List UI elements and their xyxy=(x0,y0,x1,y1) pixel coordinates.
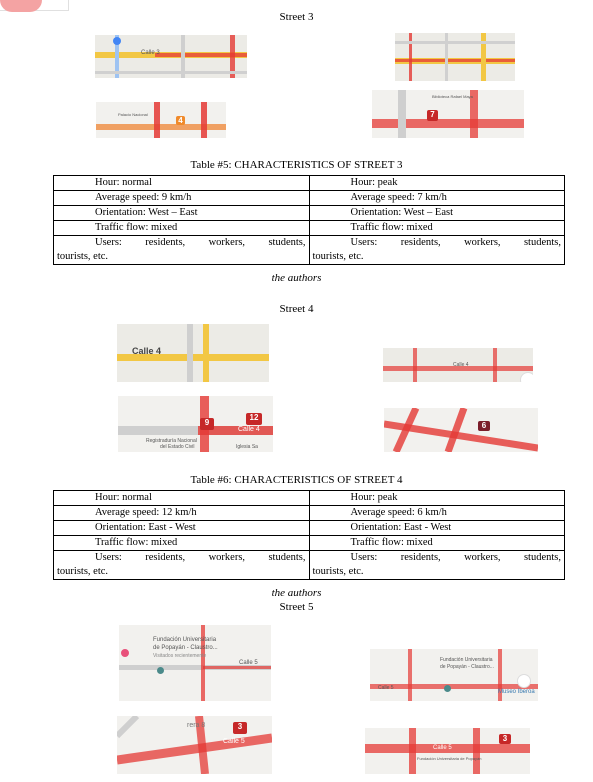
street4-map-c-street: Calle 4 xyxy=(238,426,260,433)
street5-map-c-street: Calle 5 xyxy=(223,738,245,745)
table6 xyxy=(53,490,565,580)
street3-map-d-label: Biblioteca Rafael Maya xyxy=(432,94,473,99)
street4-map-b-label: Calle 4 xyxy=(453,362,469,368)
table5 xyxy=(53,175,565,265)
street4-map-c-label2: del Estado Civil xyxy=(160,444,195,450)
speed-badge: 3 xyxy=(233,722,247,734)
street5-map-d-street: Calle 5 xyxy=(433,745,452,751)
table-cell: Users: residents, workers, students, tourists, etc. xyxy=(309,236,565,265)
location-pin-icon xyxy=(113,37,121,45)
table5-source: the authors xyxy=(271,272,322,284)
speed-badge: 12 xyxy=(246,413,262,425)
table-row xyxy=(54,521,565,536)
street3-map-peak-zoom xyxy=(372,90,524,138)
street5-map-d-label: Fundación Universitaria de Popayán xyxy=(417,756,482,761)
chevron-up-icon xyxy=(520,372,533,382)
table-cell: Orientation: East - West xyxy=(309,521,565,536)
street5-map-a-street: Calle 5 xyxy=(239,660,258,666)
table-cell: Hour: peak xyxy=(309,491,565,506)
speed-badge: 4 xyxy=(176,116,185,125)
place-marker-icon xyxy=(157,667,164,674)
table-cell: Average speed: 12 km/h xyxy=(54,506,310,521)
table-cell: Hour: peak xyxy=(309,176,565,191)
speed-badge: 6 xyxy=(478,421,490,431)
street4-map-peak-zoom xyxy=(384,408,538,452)
street3-map-normal-zoom xyxy=(96,102,226,138)
street5-map-c-side: rera 8 xyxy=(187,722,206,729)
table6-source: the authors xyxy=(271,587,322,599)
table-row xyxy=(54,206,565,221)
speed-badge: 7 xyxy=(427,110,438,121)
table-cell: Users: residents, workers, students, tourists, etc. xyxy=(54,551,310,580)
street3-map-normal-top xyxy=(95,35,247,78)
street5-map-b-street: Calle 5 xyxy=(378,685,394,691)
table-cell: Average speed: 9 km/h xyxy=(54,191,310,206)
street5-map-a-label2: de Popayán - Claustro... xyxy=(153,645,218,651)
speed-badge: 9 xyxy=(200,418,214,430)
table-cell: Hour: normal xyxy=(54,491,310,506)
street5-heading: Street 5 xyxy=(279,601,314,613)
table-row xyxy=(54,236,565,265)
table-row xyxy=(54,536,565,551)
table-cell: Users: residents, workers, students, tourists, etc. xyxy=(54,236,310,265)
table-row xyxy=(54,551,565,580)
street3-map-c-label: Palacio Nacional xyxy=(118,112,148,117)
street3-heading: Street 3 xyxy=(279,11,314,23)
speed-badge: 3 xyxy=(499,734,511,744)
street5-map-peak-zoom xyxy=(365,728,530,774)
street4-map-c-label3: Iglesia Sa xyxy=(236,444,258,450)
street3-map-a-label: Calle 3 xyxy=(141,50,160,56)
table-cell: Traffic flow: mixed xyxy=(54,221,310,236)
table-row xyxy=(54,221,565,236)
table-row xyxy=(54,176,565,191)
table-cell: Orientation: East - West xyxy=(54,521,310,536)
street4-map-a-label: Calle 4 xyxy=(132,346,162,356)
table-cell: Traffic flow: mixed xyxy=(309,536,565,551)
compass-icon xyxy=(517,674,531,688)
street5-map-normal-top xyxy=(119,625,271,701)
table-cell: Average speed: 6 km/h xyxy=(309,506,565,521)
street4-heading: Street 4 xyxy=(279,303,314,315)
place-marker-icon xyxy=(444,685,451,692)
table-cell: Average speed: 7 km/h xyxy=(309,191,565,206)
street4-map-peak-top xyxy=(383,348,533,382)
table-cell: Users: residents, workers, students, tourists, etc. xyxy=(309,551,565,580)
location-pin-icon xyxy=(121,649,129,657)
street5-map-b-label2: de Popayán - Claustro... xyxy=(440,664,494,670)
street5-map-normal-zoom xyxy=(117,716,272,774)
table-row xyxy=(54,491,565,506)
table-cell: Hour: normal xyxy=(54,176,310,191)
street4-map-normal-top xyxy=(117,324,269,382)
street5-map-b-poi: Museo Iberoa xyxy=(498,689,535,695)
table6-caption: Table #6: CHARACTERISTICS OF STREET 4 xyxy=(190,474,403,486)
street4-map-c-label1: Registraduría Nacional xyxy=(146,438,197,444)
street4-map-normal-zoom xyxy=(118,396,273,452)
table5-caption: Table #5: CHARACTERISTICS OF STREET 3 xyxy=(190,159,403,171)
table-cell: Traffic flow: mixed xyxy=(309,221,565,236)
street3-map-peak-top xyxy=(395,33,515,81)
street5-map-b-label1: Fundación Universitaria xyxy=(440,657,493,663)
street5-map-peak-top xyxy=(370,649,538,701)
table-cell: Traffic flow: mixed xyxy=(54,536,310,551)
table-cell: Orientation: West – East xyxy=(309,206,565,221)
table-row xyxy=(54,506,565,521)
table-cell: Orientation: West – East xyxy=(54,206,310,221)
table-row xyxy=(54,191,565,206)
street5-map-a-label1: Fundación Universitaria xyxy=(153,637,217,643)
street5-map-a-label3: Visitados recientemente xyxy=(153,653,207,659)
